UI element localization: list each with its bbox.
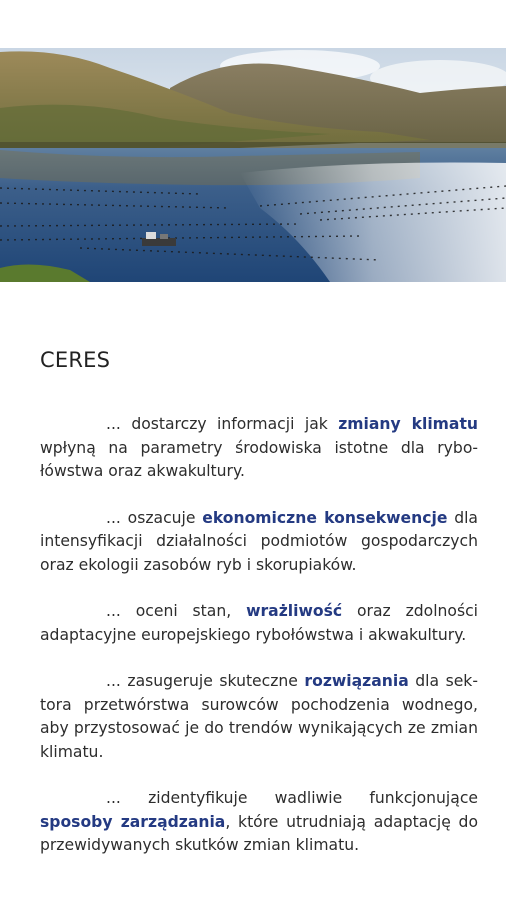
paragraph-5: ... zidentyfikuje wadliwie funkcjonujące sposoby zarządzania, które utrudniają adaptację do przewidywanych skutków zmian klimatu. (40, 789, 479, 854)
paragraph-4: ... zasugeruje skuteczne rozwiązania dla sektora przetwórstwa surowców pochodzenia wodnego, aby przystosować je do trendów wynikających ze zmian klimatu. (40, 672, 478, 761)
content-body (40, 413, 478, 881)
paragraph-3: ... oceni stan, wrażliwość oraz zdolności adaptacyjne europejskiego rybołówstwa i akwakultury. (40, 602, 478, 644)
highlight-5: sposoby zarządzania (40, 812, 226, 831)
page-title: CERES (40, 348, 111, 372)
highlight-3: wrażliwość (246, 602, 343, 620)
landscape-image (0, 48, 506, 282)
paragraph-1: ... dostarczy informacji jak zmiany klimatu wpłyną na parametry środowiska istotne dla rybołówstwa oraz akwakultury. (40, 415, 478, 480)
highlight-1: zmiany klimatu (338, 415, 478, 433)
header-photo-lake-aquaculture (0, 48, 506, 282)
highlight-4: rozwiązania (304, 672, 409, 690)
paragraph-2: ... oszacuje ekonomiczne konsekwencje dla intensyfikacji działalności podmiotów gospodarczych oraz ekologii zasobów ryb i skorupiaków. (40, 508, 478, 574)
highlight-2: ekonomiczne konsekwencje (202, 508, 448, 527)
